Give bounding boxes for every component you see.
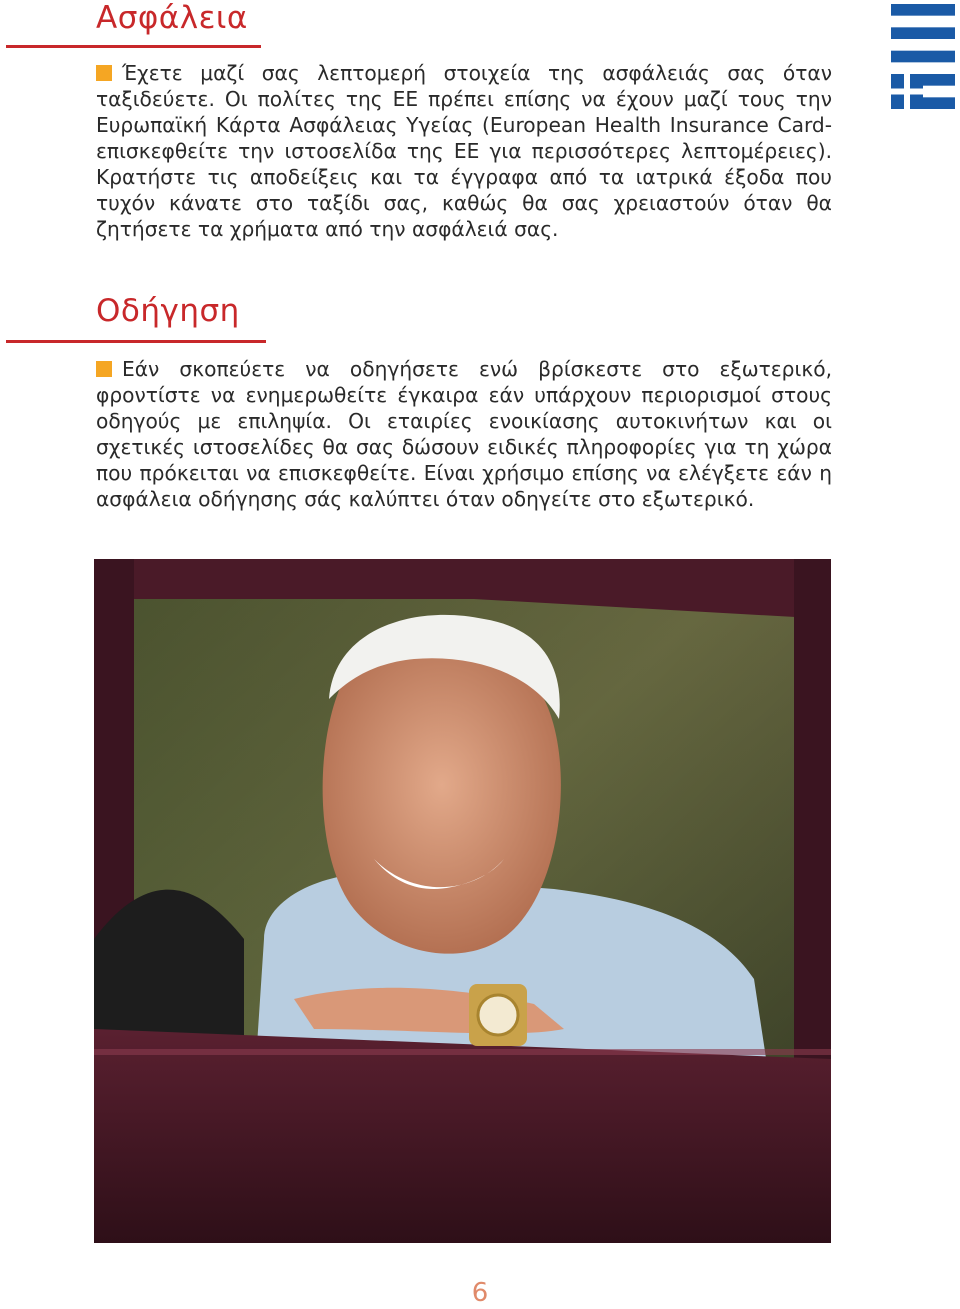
insurance-text: Έχετε μαζί σας λεπτομερή στοιχεία της ασφάλειάς σας όταν ταξιδεύετε. Οι πολίτες της ΕΕ πρέπει επίσης να έχουν μαζί τους την Ευρωπαϊκή Κάρτα Ασφάλειας Υγείας (European Health Insurance Card- επισκεφθείτε την ιστοσελίδα της ΕΕ για περισσότερες λεπτομέρειες). Κρατήστε τις αποδείξεις και τα έγγραφα από τα ιατρικά έξοδα που τυχόν κάνατε στο ταξίδι σας, καθώς θα σας χρειαστούν όταν θα ζητήσετε τα χρήματα από την ασφάλειά σας. [96, 61, 832, 241]
square-bullet-icon [96, 65, 112, 81]
section-heading-driving: Οδήγηση [96, 293, 240, 329]
heading-rule [6, 340, 266, 343]
photo-elderly-driver [94, 559, 831, 1243]
driving-text: Εάν σκοπεύετε να οδηγήσετε ενώ βρίσκεστε στο εξωτερικό, φροντίστε να ενημερωθείτε έγκαιρα εάν υπάρχουν περιορισμοί στους οδηγούς με επιληψία. Οι εταιρίες ενοικίασης αυτοκινήτων και οι σχετικές ιστοσελίδες θα σας δώσουν ειδικές πληροφορίες για τη χώρα που πρόκειται να επισκεφθείτε. Είναι χρήσιμο επίσης να ελέγξετε εάν η ασφάλεια οδήγησης σάς καλύπτει όταν οδηγείτε στο εξωτερικό. [96, 357, 832, 511]
square-bullet-icon [96, 361, 112, 377]
heading-rule [6, 45, 261, 48]
insurance-paragraph [96, 60, 832, 242]
section-heading-insurance: Ασφάλεια [96, 0, 248, 36]
driving-paragraph [96, 356, 832, 512]
page-number: 6 [471, 1278, 489, 1308]
greek-flag-icon [891, 4, 955, 109]
